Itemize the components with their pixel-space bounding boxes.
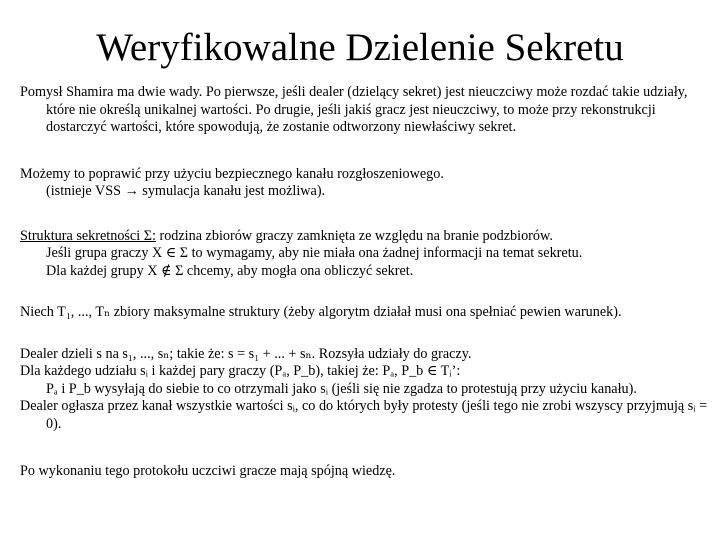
paragraph-conclusion: Po wykonaniu tego protokołu uczciwi gracze mają spójną wiedzę. [20, 463, 396, 479]
paragraph-dealer-splits: Dealer dzieli s na s₁, ..., sₙ; takie że: s = s₁ + ... + sₙ. Rozsyła udziały do graczy. [20, 345, 472, 362]
paragraph-maximal-sets: Niech T₁, ..., Tₙ zbiory maksymalne struktury (żeby algorytm działał musi ona spełniać pewien warunek). [20, 304, 622, 320]
secrecy-structure-definition: rodzina zbiorów graczy zamknięta ze względu na branie podzbiorów. [155, 227, 553, 244]
paragraph-each-share: Dla każdego udziału sᵢ i każdej pary graczy (Pₐ, P_b), takiej że: Pₐ, P_b ∈ Tᵢ’: [20, 363, 461, 379]
paragraph-broadcast-channel: Możemy to poprawić przy użyciu bezpiecznego kanału rozgłoszeniowego. [20, 165, 444, 182]
paragraph-shamira-flaws: Pomysł Shamira ma dwie wady. Po pierwsze, jeśli dealer (dzielący sekret) jest nieuczciwy może rozdać takie udziały, które nie określą unikalnej wartości. Po drugie, jeśli jakiś gracz jest nieuczciwy, to może przy rekonstrukcji dostarczyć wartości, które spowodują, że zostanie odtworzony niewłaściwy sekret. [20, 84, 688, 135]
paragraph-vss-note: (istnieje VSS → symulacja kanału jest możliwa). [46, 183, 326, 199]
slide-body [20, 84, 710, 481]
slide-title: Weryfikowalne Dzielenie Sekretu [96, 26, 624, 69]
paragraph-players-exchange: Pₐ i P_b wysyłają do siebie to co otrzymali jako sᵢ (jeśli się nie zgadza to protestują przy użyciu kanału). [46, 380, 637, 397]
paragraph-secrecy-structure [20, 228, 710, 246]
paragraph-group-in-sigma: Jeśli grupa graczy X ∈ Σ to wymagamy, aby nie miała ona żadnej informacji na temat sekretu. [46, 245, 583, 261]
paragraph-group-not-in-sigma: Dla każdej grupy X ∉ Σ chcemy, aby mogła ona obliczyć sekret. [46, 262, 414, 279]
term-secrecy-structure: Struktura sekretności Σ: [20, 227, 156, 244]
paragraph-dealer-announces: Dealer ogłasza przez kanał wszystkie wartości sᵢ, co do których były protesty (jeśli tego nie zrobi wszyscy przyjmują sᵢ = 0). [20, 398, 708, 432]
